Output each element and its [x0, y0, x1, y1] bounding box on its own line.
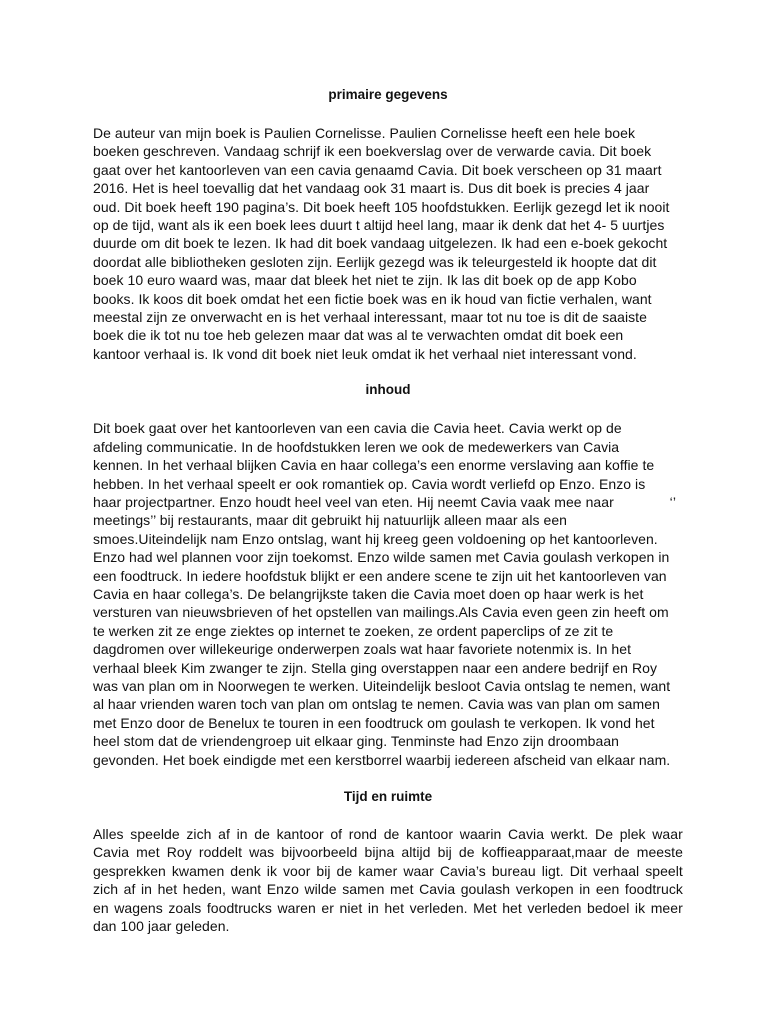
word: verleden. [409, 899, 468, 916]
word: Cavia [508, 826, 545, 842]
paragraph-line: meestal zijn ze onverwacht en is het verhaal interessant, maar tot nu toe is dit de saaiste [93, 309, 647, 326]
paragraph-line: verhaal bleek Kim zwanger te zijn. Stella ging overstappen naar een andere bedrijf en Roy [93, 659, 658, 676]
section-body-inhoud [93, 419, 683, 769]
word: het [157, 881, 178, 898]
word: kantoor [276, 826, 324, 842]
word: ik [634, 899, 646, 916]
word: af [218, 826, 230, 842]
word: was [249, 844, 275, 861]
paragraph-line: een foodtruck. In iedere hoofdstuk blijkt er een andere scene te zijn uit het kantoorleven van [93, 567, 667, 584]
word: af [123, 881, 136, 898]
word: gesprekken [93, 862, 166, 879]
word: samen [342, 881, 385, 898]
paragraph-line: books. Ik koos dit boek omdat het een fictie boek was en ik houd van fictie verhalen, want [93, 290, 652, 307]
word: er [321, 899, 334, 916]
word: een [595, 881, 620, 898]
word: Met [473, 899, 497, 916]
word: waar [403, 862, 434, 879]
word: verleden [527, 899, 582, 916]
word: ik [266, 862, 278, 879]
stray-quote-mark: ‘’ [669, 493, 676, 510]
paragraph-line: hebben. In het verhaal speelt er ook romantiek op. Cavia wordt verliefd op Enzo. Enzo is [93, 475, 646, 492]
paragraph-line: dagdromen over willekeurige onderwerpen zoals wat haar favoriete notenmix is. In het [93, 641, 632, 658]
word: de [458, 844, 475, 861]
word: Cavia’s [439, 862, 486, 879]
word: de [336, 862, 353, 879]
word: foodtrucks [206, 899, 272, 916]
paragraph-line [93, 862, 683, 880]
word: koffieapparaat,maar [481, 844, 607, 861]
word: kantoor [406, 826, 454, 842]
word: bedoel [587, 899, 630, 916]
paragraph-line: doordat alle bibliotheken gesloten zijn. Eerlijk gezegd was ik teleurgesteld ik hoopte dat dit [93, 253, 657, 270]
word: en [93, 899, 109, 916]
paragraph-line: gevonden. Het boek eindigde met een kerstborrel waarbij iedereen afscheid van elkaar nam. [93, 751, 671, 768]
section-heading-tijd-en-ruimte: Tijd en ruimte [343, 789, 433, 804]
word: plek [619, 826, 646, 842]
word: wilde [304, 881, 337, 898]
section-heading-inhoud: inhoud [365, 382, 411, 398]
word: meer [650, 899, 683, 916]
word: De [595, 826, 614, 842]
paragraph-line: heel stom dat de vriendengroep uit elkaar ging. Tenminste had Enzo zijn droombaan [93, 733, 620, 750]
word: met [390, 881, 414, 898]
word: met [136, 844, 160, 861]
word: de [613, 844, 630, 861]
word: niet [339, 899, 363, 916]
word: meeste [636, 844, 683, 861]
word: roddelt [198, 844, 243, 861]
word: het [502, 899, 522, 916]
word: Roy [166, 844, 192, 861]
document-page [93, 86, 683, 935]
word: Dit [569, 862, 587, 879]
word: waarin [459, 826, 502, 842]
word: wagens [114, 899, 163, 916]
word: bij [316, 862, 331, 879]
word: foodtruck [624, 881, 683, 898]
paragraph-line: Cavia en haar collega’s. De belangrijkste taken die Cavia moet doen op haar werk is het [93, 585, 644, 602]
word: denk [230, 862, 261, 879]
paragraph-line: boek die ik tot nu toe heb gelezen maar dat was al te verwachten omdat dit boek een [93, 327, 624, 344]
paragraph-line: smoes.Uiteindelijk nam Enzo ontslag, want hij kreeg geen voldoening op het kantoorleven. [93, 530, 658, 547]
paragraph-line: Dit boek gaat over het kantoorleven van een cavia die Cavia heet. Cavia werkt op de [93, 420, 622, 437]
word: werkt. [550, 826, 589, 842]
paragraph-line [93, 899, 683, 917]
word: altijd [401, 844, 431, 861]
paragraph-line: te werken zit ze enge ziektes op internet te zoeken, ze ordent paperclips of ze zit te [93, 622, 614, 639]
paragraph-line: boeken geschreven. Vandaag schrijf ik een boekverslag over de verwarde cavia. Dit boek [93, 143, 652, 160]
word: kwamen [171, 862, 225, 879]
word: want [231, 881, 262, 898]
word: bijvoorbeeld [281, 844, 358, 861]
word: verhaal [592, 862, 640, 879]
paragraph-line: oud. Dit boek heeft 190 pagina’s. Dit boek heeft 105 hoofdstukken. Eerlijk gezegd let ik nooit [93, 198, 670, 215]
paragraph-line: kantoor verhaal is. Ik vond dit boek niet leuk omdat ik het verhaal niet interessant vond. [93, 345, 637, 362]
paragraph-line: al haar vrienden waren toch van plan om ontslag te nemen. Cavia was van plan om samen [93, 696, 660, 713]
paragraph-line: De auteur van mijn boek is Paulien Cornelisse. Paulien Cornelisse heeft een hele boek [93, 125, 636, 141]
paragraph-line-text: haar projectpartner. Enzo houdt heel veel van eten. Hij neemt Cavia vaak mee naar [93, 493, 614, 510]
word: speelt [645, 862, 683, 879]
word: in [367, 899, 379, 916]
word: waar [652, 826, 683, 842]
word: goulash [460, 881, 511, 898]
word: de [254, 826, 270, 842]
word: bureau [491, 862, 536, 879]
paragraph-line: met Enzo door de Benelux te touren in een foodtruck om goulash te verkopen. Ik vond het [93, 714, 655, 731]
word: Alles [93, 826, 124, 842]
word: zoals [168, 899, 202, 916]
word: voor [282, 862, 311, 879]
word: zich [93, 881, 119, 898]
paragraph-line: 2016. Het is heel toevallig dat het vandaag ook 31 maart is. Dus dit boek is precies 4 jaar [93, 180, 650, 197]
paragraph-line: boek 10 euro waard was, maar dat bleek het niet te zijn. Ik las dit boek op de app Kobo [93, 272, 637, 289]
word: speelde [130, 826, 180, 842]
word: zich [186, 826, 212, 842]
paragraph-line: kennen. In het verhaal blijken Cavia en haar collega’s een enorme verslaving aan koffie te [93, 457, 655, 474]
word: bij [437, 844, 452, 861]
paragraph-line: Enzo had wel plannen voor zijn toekomst. Enzo wilde samen met Cavia goulash verkopen in [93, 549, 670, 566]
section-body-tijd-en-ruimte [93, 825, 683, 935]
section-heading-primaire-gegevens: primaire gegevens [328, 87, 448, 102]
paragraph-line: afdeling communicatie. In de hoofdstukken leren we ook de medewerkers van Cavia [93, 438, 620, 455]
word: verkopen [515, 881, 574, 898]
word: in [141, 881, 153, 898]
word: waren [277, 899, 316, 916]
paragraph-line: op de tijd, want als ik een boek lees duurt t altijd heel lang, maar ik denk dat het 4- 5 uurtjes [93, 217, 665, 234]
paragraph-line: duurde om dit boek te lezen. Ik had dit boek vandaag uitgelezen. Ik had een e-boek gekocht [93, 235, 668, 252]
word: Cavia [419, 881, 456, 898]
paragraph-line: meetings’’ bij restaurants, maar dit gebruikt hij natuurlijk alleen maar als een [93, 512, 568, 529]
word: ligt. [541, 862, 564, 879]
word: of [330, 826, 343, 842]
word: in [579, 881, 591, 898]
word: Cavia [93, 844, 130, 861]
word: heden, [182, 881, 226, 898]
paragraph-line: dan 100 jaar geleden. [93, 918, 230, 935]
paragraph-line: was van plan om in Noorwegen te werken. Uiteindelijk besloot Cavia ontslag te nemen, want [93, 677, 671, 694]
word: Enzo [266, 881, 299, 898]
paragraph-line [93, 825, 683, 843]
word: rond [348, 826, 378, 842]
paragraph-line: versturen van nieuwsbrieven of het opstellen van mailings.Als Cavia even geen zin heeft om [93, 604, 669, 621]
word: kamer [358, 862, 398, 879]
word: de [383, 826, 400, 842]
section-body-primaire-gegevens [93, 124, 683, 363]
paragraph-line-with-stray-quote [93, 493, 683, 511]
word: in [236, 826, 248, 842]
paragraph-line [93, 843, 683, 861]
paragraph-line [93, 880, 683, 898]
paragraph-line: gaat over het kantoorleven van een cavia genaamd Cavia. Dit boek verscheen op 31 maart [93, 161, 662, 178]
word: het [384, 899, 405, 916]
word: bijna [364, 844, 395, 861]
